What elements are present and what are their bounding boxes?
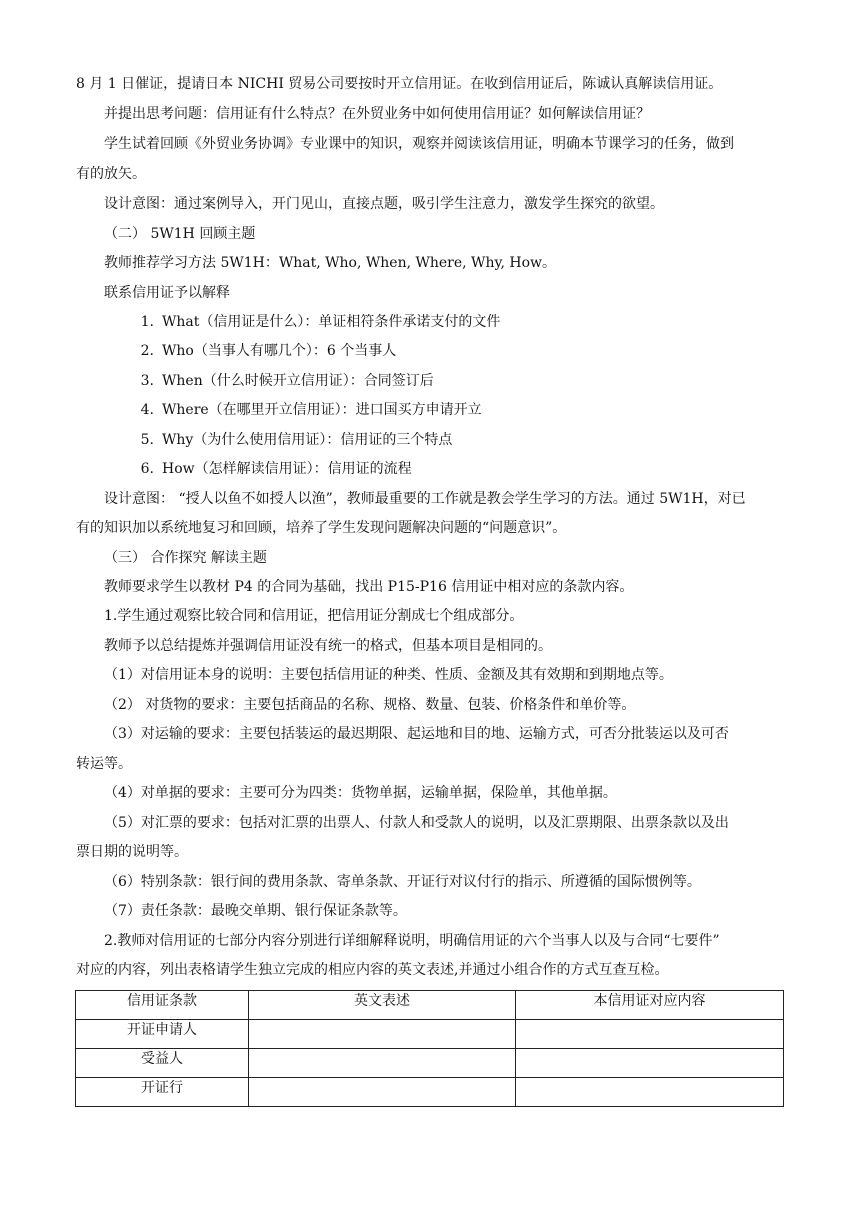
- list-number: 2.: [140, 343, 154, 359]
- paragraph-line: 有的知识加以系统地复习和回顾，培养了学生发现问题解决问题的“问题意识”。: [76, 520, 567, 536]
- paragraph-line: 教师推荐学习方法 5W1H：What, Who, When, Where, Why, How。: [104, 255, 557, 271]
- list-item: [0, 430, 860, 450]
- section-heading: （二） 5W1H 回顾主题: [104, 226, 256, 242]
- list-text: Where（在哪里开立信用证）：进口国买方申请开立: [162, 402, 482, 418]
- paragraph-line: 有的放矢。: [76, 166, 146, 182]
- list-text: How（怎样解读信用证）：信用证的流程: [162, 461, 412, 477]
- clause-item: （5）对汇票的要求：包括对汇票的出票人、付款人和受款人的说明，以及汇票期限、出票条款以及出: [104, 815, 729, 831]
- paragraph-line: 教师要求学生以教材 P4 的合同为基础，找出 P15-P16 信用证中相对应的条款内容。: [104, 579, 634, 595]
- clause-item-cont: 票日期的说明等。: [76, 844, 188, 860]
- clause-item: （6）特别条款：银行间的费用条款、寄单条款、开证行对议付行的指示、所遵循的国际惯例等。: [104, 874, 701, 890]
- table-cell: [516, 1078, 784, 1107]
- list-number: 4.: [140, 402, 154, 418]
- table-header: 信用证条款: [76, 991, 249, 1020]
- table-row: [76, 1049, 784, 1078]
- table-cell: [249, 1020, 516, 1049]
- list-text: Why（为什么使用信用证）：信用证的三个特点: [162, 432, 453, 448]
- list-text: When（什么时候开立信用证）：合同签订后: [162, 373, 434, 389]
- table-cell: 受益人: [76, 1049, 249, 1078]
- list-item: [0, 312, 860, 332]
- paragraph-line: 对应的内容，列出表格请学生独立完成的相应内容的英文表述,并通过小组合作的方式互查互检。: [76, 962, 669, 978]
- list-number: 5.: [140, 432, 154, 448]
- list-item: [0, 371, 860, 391]
- paragraph-line: 并提出思考问题：信用证有什么特点？在外贸业务中如何使用信用证？如何解读信用证？: [104, 106, 650, 122]
- table-cell: [249, 1078, 516, 1107]
- clause-item: （3）对运输的要求：主要包括装运的最迟期限、起运地和目的地、运输方式，可否分批装运以及可否: [104, 726, 729, 742]
- design-intent: 设计意图： “授人以鱼不如授人以渔”，教师最重要的工作就是教会学生学习的方法。通过 5W1H，对已: [104, 491, 746, 507]
- list-number: 1.: [140, 314, 154, 330]
- clause-item: （2） 对货物的要求：主要包括商品的名称、规格、数量、包装、价格条件和单价等。: [104, 697, 636, 713]
- table-row: [76, 1078, 784, 1107]
- clause-item-cont: 转运等。: [76, 756, 132, 772]
- table-cell: [516, 1049, 784, 1078]
- section-heading: （三） 合作探究 解读主题: [104, 550, 267, 566]
- clause-item: （1）对信用证本身的说明：主要包括信用证的种类、性质、金额及其有效期和到期地点等。: [104, 667, 673, 683]
- list-item: [0, 459, 860, 479]
- list-text: Who（当事人有哪几个）：6 个当事人: [162, 343, 397, 359]
- paragraph-line: 2.教师对信用证的七部分内容分别进行详细解释说明，明确信用证的六个当事人以及与合同“七要件”: [104, 933, 720, 949]
- paragraph-line: 教师予以总结提炼并强调信用证没有统一的格式，但基本项目是相同的。: [104, 638, 552, 654]
- list-item: [0, 341, 860, 361]
- table-header: 本信用证对应内容: [516, 991, 784, 1020]
- table-header: 英文表述: [249, 991, 516, 1020]
- list-item: [0, 400, 860, 420]
- paragraph-line: 联系信用证予以解释: [104, 285, 230, 301]
- lc-terms-table: [75, 990, 784, 1107]
- design-intent: 设计意图：通过案例导入，开门见山，直接点题，吸引学生注意力，激发学生探究的欲望。: [104, 196, 664, 212]
- table-cell: [249, 1049, 516, 1078]
- list-number: 3.: [140, 373, 154, 389]
- table-cell: 开证申请人: [76, 1020, 249, 1049]
- table-cell: 开证行: [76, 1078, 249, 1107]
- table-cell: [516, 1020, 784, 1049]
- list-number: 6.: [140, 461, 154, 477]
- paragraph-line: 学生试着回顾《外贸业务协调》专业课中的知识，观察并阅读该信用证，明确本节课学习的任务，做到: [104, 136, 734, 152]
- clause-item: （4）对单据的要求：主要可分为四类：货物单据，运输单据，保险单，其他单据。: [104, 785, 617, 801]
- list-text: What（信用证是什么）：单证相符条件承诺支付的文件: [162, 314, 501, 330]
- clause-item: （7）责任条款：最晚交单期、银行保证条款等。: [104, 903, 407, 919]
- paragraph-line: 8 月 1 日催证，提请日本 NICHI 贸易公司要按时开立信用证。在收到信用证后，陈诚认真解读信用证。: [76, 76, 723, 92]
- table-header-row: [76, 991, 784, 1020]
- table-row: [76, 1020, 784, 1049]
- paragraph-line: 1.学生通过观察比较合同和信用证，把信用证分割成七个组成部分。: [104, 608, 524, 624]
